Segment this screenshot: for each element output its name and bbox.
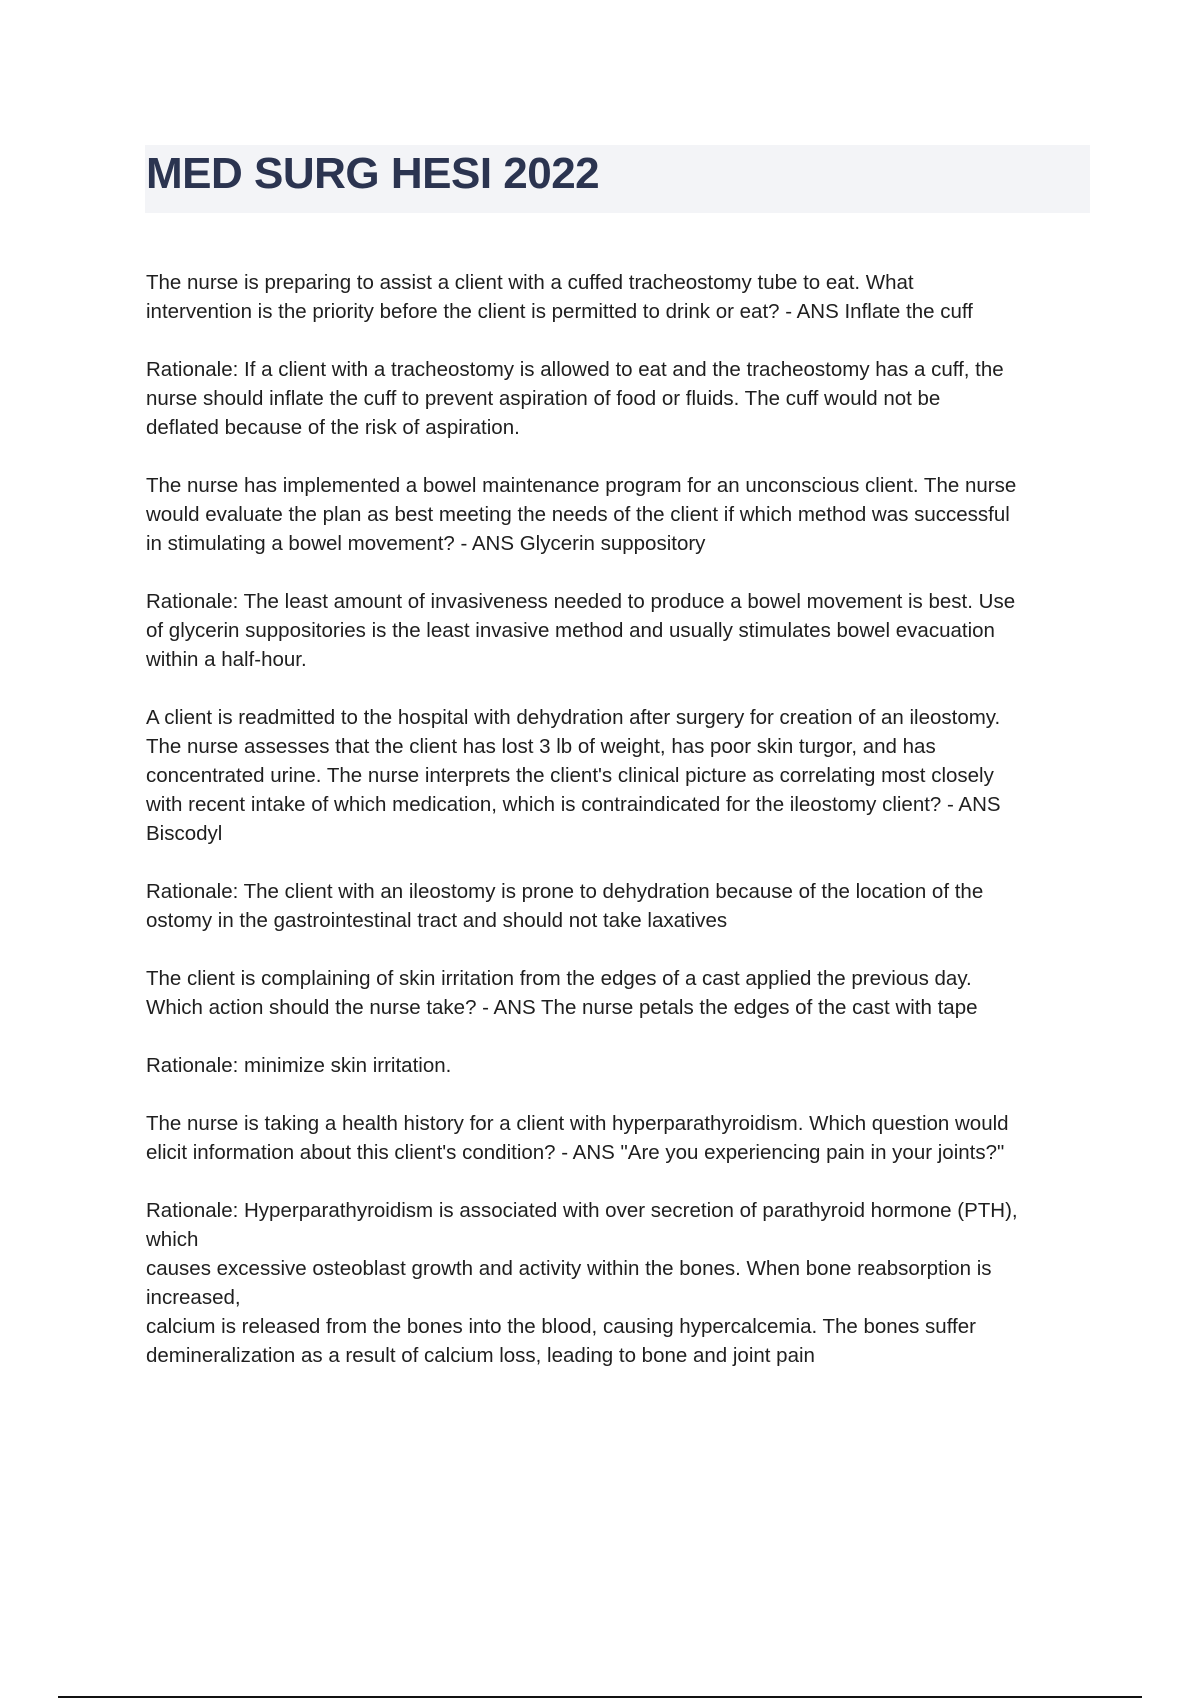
rationale-paragraph	[146, 587, 1096, 674]
rationale-paragraph	[146, 355, 1096, 442]
text-line: with recent intake of which medication, which is contraindicated for the ileostomy client? - ANS	[146, 793, 1001, 816]
text-line: The nurse assesses that the client has lost 3 lb of weight, has poor skin turgor, and has	[146, 735, 936, 758]
text-line: The nurse is taking a health history for a client with hyperparathyroidism. Which question would	[146, 1112, 1009, 1135]
text-line: concentrated urine. The nurse interprets the client's clinical picture as correlating most closely	[146, 764, 994, 787]
text-line: Rationale: The least amount of invasiveness needed to produce a bowel movement is best. Use	[146, 590, 1016, 613]
question-paragraph	[146, 703, 1096, 848]
text-line: Rationale: minimize skin irritation.	[146, 1054, 452, 1077]
text-line: calcium is released from the bones into the blood, causing hypercalcemia. The bones suffer	[146, 1315, 976, 1338]
question-paragraph	[146, 1109, 1096, 1167]
text-line: which	[146, 1228, 199, 1251]
text-line: Rationale: The client with an ileostomy is prone to dehydration because of the location of the	[146, 880, 984, 903]
text-line: The client is complaining of skin irritation from the edges of a cast applied the previous day.	[146, 967, 972, 990]
text-line: Which action should the nurse take? - ANS The nurse petals the edges of the cast with tape	[146, 996, 978, 1019]
document-body	[146, 268, 1096, 1399]
text-line: The nurse is preparing to assist a client with a cuffed tracheostomy tube to eat. What	[146, 271, 914, 294]
question-paragraph	[146, 268, 1096, 326]
text-line: causes excessive osteoblast growth and activity within the bones. When bone reabsorption is	[146, 1257, 992, 1280]
document-title: MED SURG HESI 2022	[146, 149, 600, 198]
rationale-paragraph	[146, 877, 1096, 935]
text-line: within a half-hour.	[146, 648, 307, 671]
text-line: A client is readmitted to the hospital with dehydration after surgery for creation of an ileostomy.	[146, 706, 1001, 729]
text-line: nurse should inflate the cuff to prevent aspiration of food or fluids. The cuff would not be	[146, 387, 941, 410]
text-line: intervention is the priority before the client is permitted to drink or eat? - ANS Inflate the cuff	[146, 300, 973, 323]
rationale-paragraph	[146, 1051, 1096, 1080]
text-line: Rationale: Hyperparathyroidism is associated with over secretion of parathyroid hormone (PTH),	[146, 1199, 1018, 1222]
text-line: in stimulating a bowel movement? - ANS Glycerin suppository	[146, 532, 706, 555]
text-line: would evaluate the plan as best meeting the needs of the client if which method was successful	[146, 503, 1010, 526]
text-line: Rationale: If a client with a tracheostomy is allowed to eat and the tracheostomy has a cuff, the	[146, 358, 1004, 381]
text-line: Biscodyl	[146, 822, 223, 845]
text-line: The nurse has implemented a bowel maintenance program for an unconscious client. The nurse	[146, 474, 1017, 497]
text-line: increased,	[146, 1286, 241, 1309]
text-line: elicit information about this client's condition? - ANS "Are you experiencing pain in your joints?"	[146, 1141, 1005, 1164]
text-line: demineralization as a result of calcium loss, leading to bone and joint pain	[146, 1344, 815, 1367]
footer-rule	[58, 1696, 1142, 1698]
question-paragraph	[146, 964, 1096, 1022]
text-line: deflated because of the risk of aspiration.	[146, 416, 520, 439]
text-line: ostomy in the gastrointestinal tract and should not take laxatives	[146, 909, 728, 932]
rationale-paragraph	[146, 1196, 1096, 1370]
text-line: of glycerin suppositories is the least invasive method and usually stimulates bowel evacuation	[146, 619, 995, 642]
question-paragraph	[146, 471, 1096, 558]
